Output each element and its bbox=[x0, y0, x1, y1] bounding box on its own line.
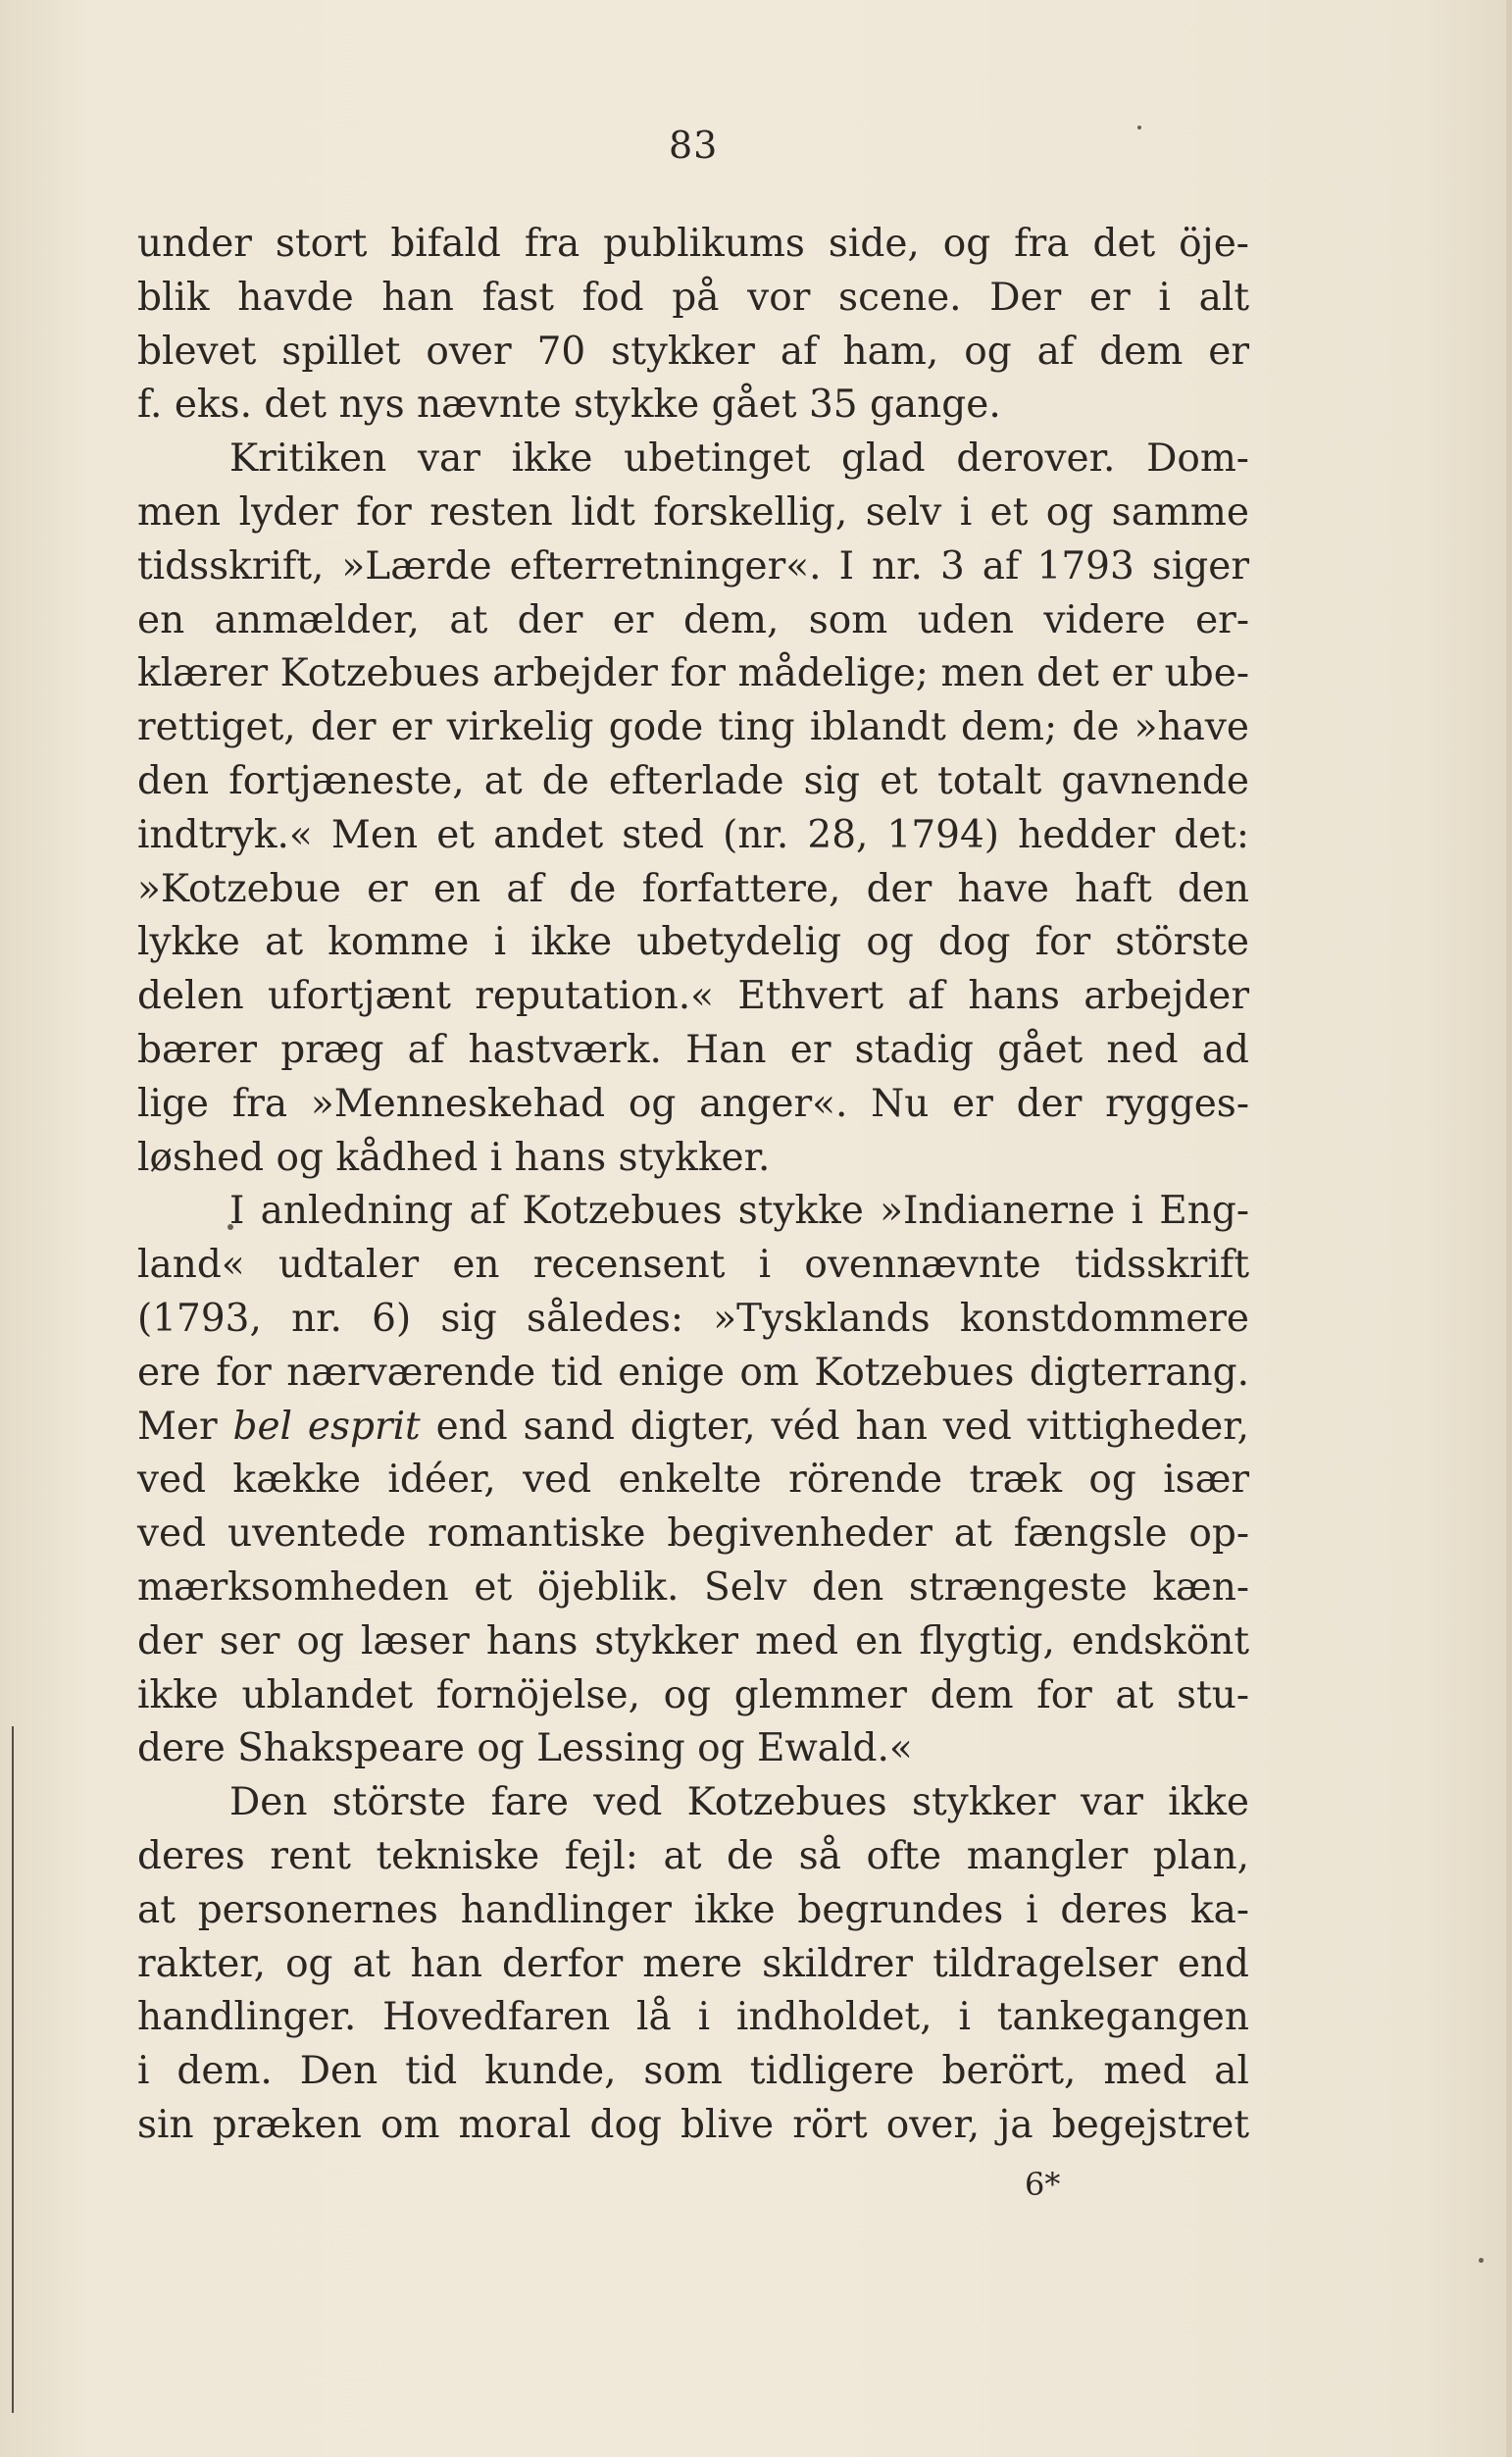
text-line: »Kotzebue er en af de forfattere, der have haft den bbox=[137, 866, 1249, 911]
text-line: at personernes handlinger ikke begrundes i deres ka- bbox=[137, 1887, 1249, 1932]
binding-edge-line bbox=[12, 1726, 14, 2413]
text-line: (1793, nr. 6) sig således: »Tysklands konstdommere bbox=[137, 1296, 1249, 1341]
text-line: bærer præg af hastværk. Han er stadig gået ned ad bbox=[137, 1027, 1249, 1072]
text-line: en anmælder, at der er dem, som uden videre er- bbox=[137, 597, 1249, 642]
text-line: dere Shakspeare og Lessing og Ewald.« bbox=[137, 1726, 913, 1771]
text-line: rettiget, der er virkelig gode ting iblandt dem; de »have bbox=[137, 705, 1249, 750]
text-line: blik havde han fast fod på vor scene. Der er i alt bbox=[137, 275, 1249, 320]
signature-mark: 6* bbox=[1025, 2166, 1061, 2203]
text-line: tidsskrift, »Lærde efterretninger«. I nr. 3 af 1793 siger bbox=[137, 543, 1249, 589]
text-line: løshed og kådhed i hans stykker. bbox=[137, 1135, 771, 1180]
body-text bbox=[137, 218, 1249, 2153]
text-line: Kritiken var ikke ubetinget glad derover. Dom- bbox=[229, 436, 1249, 482]
text-line: handlinger. Hovedfaren lå i indholdet, i tankegangen bbox=[137, 1995, 1249, 2040]
print-speck bbox=[1137, 126, 1141, 129]
text-line: land« udtaler en recensent i ovennævnte tidsskrift bbox=[137, 1243, 1249, 1288]
text-line: men lyder for resten lidt forskellig, selv i et og samme bbox=[137, 489, 1249, 535]
text-line: lige fra »Menneskehad og anger«. Nu er der rygges- bbox=[137, 1081, 1249, 1126]
italic-phrase: bel esprit bbox=[232, 1404, 421, 1449]
text-line: sin præken om moral dog blive rört over, ja begejstret bbox=[137, 2102, 1249, 2147]
text-line: I anledning af Kotzebues stykke »Indianerne i Eng- bbox=[229, 1189, 1249, 1234]
text-line: lykke at komme i ikke ubetydelig og dog for störste bbox=[137, 920, 1249, 965]
text-line: f. eks. det nys nævnte stykke gået 35 gange. bbox=[137, 383, 1001, 428]
page-edge bbox=[1506, 0, 1512, 2457]
page-number: 83 bbox=[669, 124, 719, 167]
text-line: delen ufortjænt reputation.« Ethvert af hans arbejder bbox=[137, 974, 1249, 1019]
text-line: mærksomheden et öjeblik. Selv den strængeste kæn- bbox=[137, 1564, 1249, 1610]
text-line: ved uventede romantiske begivenheder at fængsle op- bbox=[137, 1511, 1249, 1557]
text-line: ikke ublandet fornöjelse, og glemmer dem for at stu- bbox=[137, 1672, 1249, 1717]
text-line: klærer Kotzebues arbejder for mådelige; men det er ube- bbox=[137, 651, 1249, 696]
text-line: ere for nærværende tid enige om Kotzebues digterrang. bbox=[137, 1350, 1249, 1395]
text-line: den fortjæneste, at de efterlade sig et totalt gavnende bbox=[137, 758, 1249, 803]
text-line: i dem. Den tid kunde, som tidligere berört, med al bbox=[137, 2049, 1249, 2094]
text-line: indtryk.« Men et andet sted (nr. 28, 1794) hedder det: bbox=[137, 812, 1249, 857]
print-speck bbox=[1479, 2258, 1484, 2263]
text-line: rakter, og at han derfor mere skildrer tildragelser end bbox=[137, 1941, 1249, 1986]
text-line: Den störste fare ved Kotzebues stykker var ikke bbox=[229, 1780, 1249, 1825]
text-line: ved kække idéer, ved enkelte rörende træk og især bbox=[137, 1458, 1249, 1503]
text-line: blevet spillet over 70 stykker af ham, og af dem er bbox=[137, 329, 1249, 374]
text-line: under stort bifald fra publikums side, og fra det öje- bbox=[137, 222, 1249, 266]
text-line: Mer bel esprit end sand digter, véd han ved vittigheder, bbox=[137, 1404, 1250, 1449]
text-line: deres rent tekniske fejl: at de så ofte mangler plan, bbox=[137, 1833, 1249, 1878]
text-line: der ser og læser hans stykker med en flygtig, endskönt bbox=[137, 1618, 1249, 1664]
